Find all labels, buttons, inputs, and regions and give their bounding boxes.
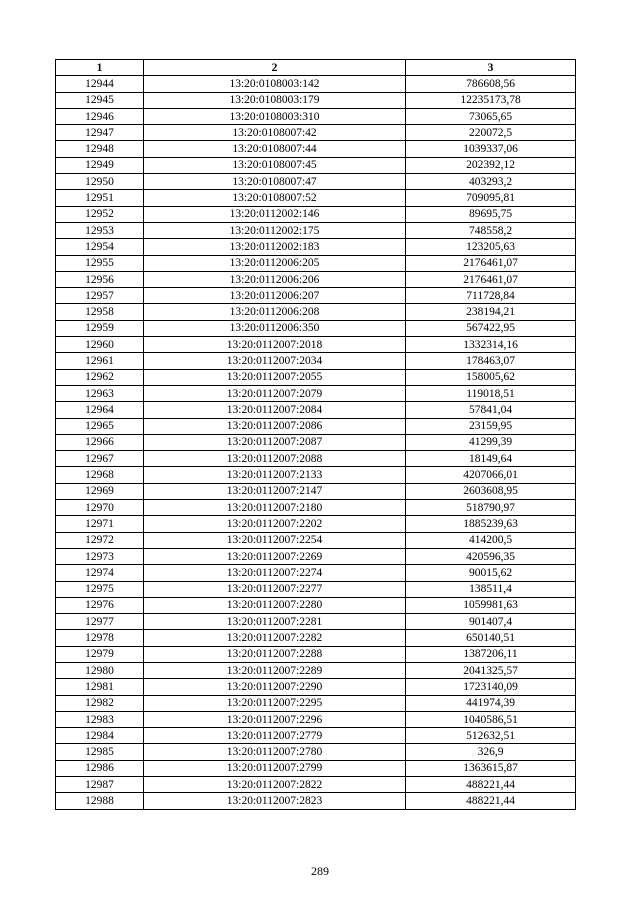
- value-cell: 414200,5: [406, 532, 576, 548]
- row-number-cell: 12960: [56, 337, 144, 353]
- cadastral-number-cell: 13:20:0112007:2280: [144, 597, 406, 613]
- row-number-cell: 12973: [56, 548, 144, 564]
- row-number-cell: 12946: [56, 108, 144, 124]
- row-number-cell: 12982: [56, 695, 144, 711]
- table-row: [56, 320, 576, 336]
- table-row: [56, 711, 576, 727]
- cadastral-number-cell: 13:20:0112007:2822: [144, 777, 406, 793]
- row-number-cell: 12977: [56, 614, 144, 630]
- value-cell: 488221,44: [406, 793, 576, 809]
- registry-table: [55, 59, 576, 810]
- table-row: [56, 369, 576, 385]
- value-cell: 786608,56: [406, 76, 576, 92]
- value-cell: 158005,62: [406, 369, 576, 385]
- value-cell: 123205,63: [406, 239, 576, 255]
- row-number-cell: 12987: [56, 777, 144, 793]
- value-cell: 1059981,63: [406, 597, 576, 613]
- table-row: [56, 630, 576, 646]
- row-number-cell: 12964: [56, 402, 144, 418]
- row-number-cell: 12961: [56, 353, 144, 369]
- cadastral-number-cell: 13:20:0112006:207: [144, 288, 406, 304]
- value-cell: 202392,12: [406, 157, 576, 173]
- cadastral-number-cell: 13:20:0112007:2079: [144, 385, 406, 401]
- value-cell: 1332314,16: [406, 337, 576, 353]
- table-row: [56, 451, 576, 467]
- value-cell: 2603608,95: [406, 483, 576, 499]
- row-number-cell: 12968: [56, 467, 144, 483]
- cadastral-number-cell: 13:20:0112002:175: [144, 222, 406, 238]
- cadastral-number-cell: 13:20:0112007:2823: [144, 793, 406, 809]
- row-number-cell: 12950: [56, 174, 144, 190]
- cadastral-number-cell: 13:20:0112006:208: [144, 304, 406, 320]
- table-row: [56, 793, 576, 809]
- cadastral-number-cell: 13:20:0112007:2084: [144, 402, 406, 418]
- table-row: [56, 516, 576, 532]
- cadastral-number-cell: 13:20:0112007:2018: [144, 337, 406, 353]
- value-cell: 4207066,01: [406, 467, 576, 483]
- table-row: [56, 418, 576, 434]
- row-number-cell: 12978: [56, 630, 144, 646]
- row-number-cell: 12952: [56, 206, 144, 222]
- table-row: [56, 483, 576, 499]
- value-cell: 41299,39: [406, 434, 576, 450]
- cadastral-number-cell: 13:20:0112007:2034: [144, 353, 406, 369]
- table-row: [56, 304, 576, 320]
- table-row: [56, 565, 576, 581]
- column-header-1: 1: [56, 60, 144, 76]
- table-row: [56, 695, 576, 711]
- cadastral-number-cell: 13:20:0112007:2055: [144, 369, 406, 385]
- value-cell: 488221,44: [406, 777, 576, 793]
- value-cell: 709095,81: [406, 190, 576, 206]
- cadastral-number-cell: 13:20:0108003:310: [144, 108, 406, 124]
- table-row: [56, 190, 576, 206]
- table-row: [56, 125, 576, 141]
- table-row: [56, 597, 576, 613]
- cadastral-number-cell: 13:20:0112007:2087: [144, 434, 406, 450]
- table-row: [56, 402, 576, 418]
- table-row: [56, 760, 576, 776]
- row-number-cell: 12974: [56, 565, 144, 581]
- cadastral-number-cell: 13:20:0112007:2254: [144, 532, 406, 548]
- row-number-cell: 12986: [56, 760, 144, 776]
- table-row: [56, 434, 576, 450]
- row-number-cell: 12981: [56, 679, 144, 695]
- table-row: [56, 662, 576, 678]
- table-row: [56, 76, 576, 92]
- row-number-cell: 12985: [56, 744, 144, 760]
- cadastral-number-cell: 13:20:0112007:2281: [144, 614, 406, 630]
- row-number-cell: 12954: [56, 239, 144, 255]
- value-cell: 238194,21: [406, 304, 576, 320]
- value-cell: 220072,5: [406, 125, 576, 141]
- value-cell: 2176461,07: [406, 271, 576, 287]
- cadastral-number-cell: 13:20:0112002:183: [144, 239, 406, 255]
- value-cell: 178463,07: [406, 353, 576, 369]
- row-number-cell: 12963: [56, 385, 144, 401]
- page-number: 289: [311, 864, 329, 878]
- cadastral-number-cell: 13:20:0112002:146: [144, 206, 406, 222]
- value-cell: 1040586,51: [406, 711, 576, 727]
- row-number-cell: 12983: [56, 711, 144, 727]
- cadastral-number-cell: 13:20:0112007:2202: [144, 516, 406, 532]
- value-cell: 512632,51: [406, 728, 576, 744]
- row-number-cell: 12975: [56, 581, 144, 597]
- value-cell: 748558,2: [406, 222, 576, 238]
- value-cell: 1885239,63: [406, 516, 576, 532]
- value-cell: 403293,2: [406, 174, 576, 190]
- row-number-cell: 12966: [56, 434, 144, 450]
- row-number-cell: 12976: [56, 597, 144, 613]
- table-row: [56, 614, 576, 630]
- cadastral-number-cell: 13:20:0112007:2780: [144, 744, 406, 760]
- table-row: [56, 353, 576, 369]
- cadastral-number-cell: 13:20:0108007:42: [144, 125, 406, 141]
- table-row: [56, 467, 576, 483]
- column-header-3: 3: [406, 60, 576, 76]
- value-cell: 441974,39: [406, 695, 576, 711]
- cadastral-number-cell: 13:20:0112007:2269: [144, 548, 406, 564]
- table-row: [56, 728, 576, 744]
- cadastral-number-cell: 13:20:0112007:2282: [144, 630, 406, 646]
- row-number-cell: 12948: [56, 141, 144, 157]
- value-cell: 89695,75: [406, 206, 576, 222]
- table-row: [56, 92, 576, 108]
- table-row: [56, 174, 576, 190]
- row-number-cell: 12957: [56, 288, 144, 304]
- table-body: [56, 76, 576, 809]
- table-row: [56, 777, 576, 793]
- table-row: [56, 206, 576, 222]
- row-number-cell: 12971: [56, 516, 144, 532]
- value-cell: 326,9: [406, 744, 576, 760]
- table-row: [56, 222, 576, 238]
- cadastral-number-cell: 13:20:0112007:2288: [144, 646, 406, 662]
- row-number-cell: 12958: [56, 304, 144, 320]
- row-number-cell: 12949: [56, 157, 144, 173]
- table-row: [56, 500, 576, 516]
- value-cell: 1387206,11: [406, 646, 576, 662]
- cadastral-number-cell: 13:20:0108007:44: [144, 141, 406, 157]
- table-row: [56, 271, 576, 287]
- table-row: [56, 744, 576, 760]
- value-cell: 1723140,09: [406, 679, 576, 695]
- value-cell: 420596,35: [406, 548, 576, 564]
- row-number-cell: 12945: [56, 92, 144, 108]
- value-cell: 12235173,78: [406, 92, 576, 108]
- value-cell: 23159,95: [406, 418, 576, 434]
- table-row: [56, 646, 576, 662]
- cadastral-number-cell: 13:20:0112006:206: [144, 271, 406, 287]
- value-cell: 518790,97: [406, 500, 576, 516]
- value-cell: 711728,84: [406, 288, 576, 304]
- table-row: [56, 679, 576, 695]
- row-number-cell: 12980: [56, 662, 144, 678]
- cadastral-number-cell: 13:20:0112006:350: [144, 320, 406, 336]
- row-number-cell: 12955: [56, 255, 144, 271]
- row-number-cell: 12962: [56, 369, 144, 385]
- row-number-cell: 12965: [56, 418, 144, 434]
- table-row: [56, 288, 576, 304]
- row-number-cell: 12972: [56, 532, 144, 548]
- cadastral-number-cell: 13:20:0112007:2180: [144, 500, 406, 516]
- row-number-cell: 12967: [56, 451, 144, 467]
- cadastral-number-cell: 13:20:0112007:2779: [144, 728, 406, 744]
- row-number-cell: 12970: [56, 500, 144, 516]
- row-number-cell: 12951: [56, 190, 144, 206]
- cadastral-number-cell: 13:20:0108007:47: [144, 174, 406, 190]
- cadastral-number-cell: 13:20:0108007:45: [144, 157, 406, 173]
- row-number-cell: 12953: [56, 222, 144, 238]
- cadastral-number-cell: 13:20:0108007:52: [144, 190, 406, 206]
- table-row: [56, 239, 576, 255]
- value-cell: 1363615,87: [406, 760, 576, 776]
- value-cell: 1039337,06: [406, 141, 576, 157]
- value-cell: 567422,95: [406, 320, 576, 336]
- row-number-cell: 12956: [56, 271, 144, 287]
- row-number-cell: 12984: [56, 728, 144, 744]
- value-cell: 18149,64: [406, 451, 576, 467]
- cadastral-number-cell: 13:20:0112007:2296: [144, 711, 406, 727]
- cadastral-number-cell: 13:20:0112006:205: [144, 255, 406, 271]
- table-row: [56, 255, 576, 271]
- table-row: [56, 385, 576, 401]
- header-row: [56, 60, 576, 76]
- row-number-cell: 12947: [56, 125, 144, 141]
- table-row: [56, 108, 576, 124]
- table-row: [56, 141, 576, 157]
- column-header-2: 2: [144, 60, 406, 76]
- value-cell: 119018,51: [406, 385, 576, 401]
- value-cell: 138511,4: [406, 581, 576, 597]
- cadastral-number-cell: 13:20:0112007:2274: [144, 565, 406, 581]
- table-header: [56, 60, 576, 76]
- table-row: [56, 548, 576, 564]
- cadastral-number-cell: 13:20:0112007:2295: [144, 695, 406, 711]
- value-cell: 2041325,57: [406, 662, 576, 678]
- table-row: [56, 581, 576, 597]
- row-number-cell: 12959: [56, 320, 144, 336]
- value-cell: 57841,04: [406, 402, 576, 418]
- cadastral-number-cell: 13:20:0112007:2086: [144, 418, 406, 434]
- table-row: [56, 337, 576, 353]
- cadastral-number-cell: 13:20:0112007:2277: [144, 581, 406, 597]
- cadastral-number-cell: 13:20:0112007:2799: [144, 760, 406, 776]
- value-cell: 650140,51: [406, 630, 576, 646]
- cadastral-number-cell: 13:20:0108003:142: [144, 76, 406, 92]
- cadastral-number-cell: 13:20:0112007:2088: [144, 451, 406, 467]
- row-number-cell: 12979: [56, 646, 144, 662]
- cadastral-number-cell: 13:20:0112007:2289: [144, 662, 406, 678]
- row-number-cell: 12944: [56, 76, 144, 92]
- cadastral-number-cell: 13:20:0108003:179: [144, 92, 406, 108]
- cadastral-number-cell: 13:20:0112007:2147: [144, 483, 406, 499]
- value-cell: 73065,65: [406, 108, 576, 124]
- row-number-cell: 12969: [56, 483, 144, 499]
- value-cell: 901407,4: [406, 614, 576, 630]
- value-cell: 90015,62: [406, 565, 576, 581]
- table-row: [56, 157, 576, 173]
- row-number-cell: 12988: [56, 793, 144, 809]
- table-row: [56, 532, 576, 548]
- value-cell: 2176461,07: [406, 255, 576, 271]
- cadastral-number-cell: 13:20:0112007:2133: [144, 467, 406, 483]
- cadastral-number-cell: 13:20:0112007:2290: [144, 679, 406, 695]
